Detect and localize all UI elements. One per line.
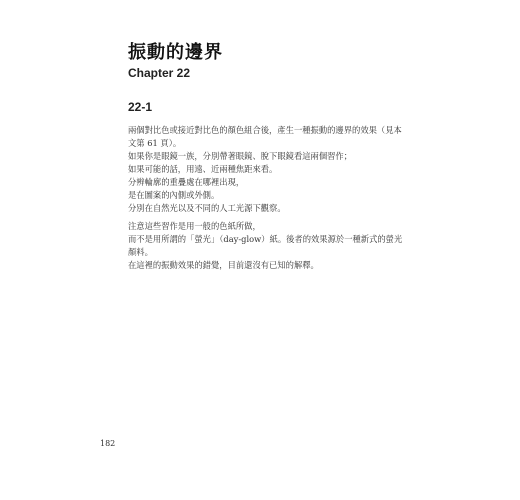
paragraph-line: 在這裡的振動效果的錯覺，目前還沒有已知的解釋。 bbox=[128, 260, 319, 270]
paragraph-line: 分別在自然光以及不同的人工光源下觀察。 bbox=[128, 203, 286, 213]
chapter-number: Chapter 22 bbox=[128, 66, 191, 80]
paragraph-line: 是在圖案的內側或外側。 bbox=[128, 190, 220, 200]
paragraph-2 bbox=[128, 220, 428, 272]
paragraph-1 bbox=[128, 124, 428, 215]
paragraph-line: 分辨輪廓的重疊處在哪裡出現， bbox=[128, 177, 245, 187]
paragraph-line: 注意這些習作是用一般的色紙所做， bbox=[128, 221, 261, 231]
paragraph-line: 文第 61 頁）。 bbox=[128, 138, 182, 148]
paragraph-line: 如果可能的話，用遠、近兩種焦距來看。 bbox=[128, 164, 278, 174]
page-number: 182 bbox=[100, 439, 116, 448]
chapter-title: 振動的邊界 bbox=[128, 42, 223, 63]
paragraph-line: 顏料。 bbox=[128, 247, 153, 257]
paragraph-line: 兩個對比色或接近對比色的顏色組合後，產生一種振動的邊界的效果（見本 bbox=[128, 125, 402, 135]
paragraph-line: 而不是用所謂的「螢光」（day-glow）紙。後者的效果源於一種新式的螢光 bbox=[128, 234, 403, 244]
paragraph-line: 如果你是眼鏡一族，分別帶著眼鏡、脫下眼鏡看這兩個習作； bbox=[128, 151, 353, 161]
section-number: 22-1 bbox=[128, 100, 153, 114]
